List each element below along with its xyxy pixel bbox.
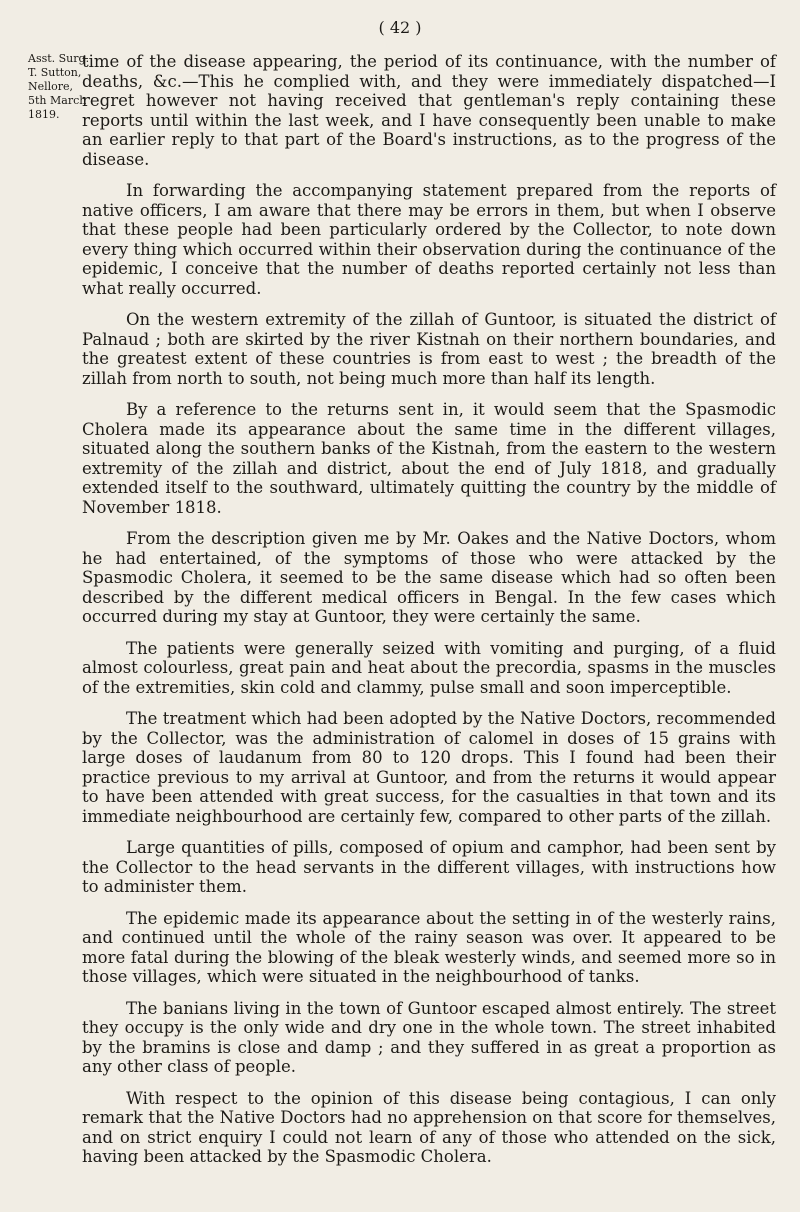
paragraph: With respect to the opinion of this disease being contagious, I can only remark that the Native Doctors had no apprehension on that score for themselves, and on strict enquiry I could not learn of any of those who attended on the sick, having been attacked by the Spasmodic Cholera. xyxy=(82,1088,776,1166)
paragraph: The epidemic made its appearance about the setting in of the westerly rains, and continued until the whole of the rainy season was over. It appeared to be more fatal during the blowing of the bleak westerly winds, and seemed more so in those villages, which were situated in the neighbourhood of tanks. xyxy=(82,908,776,986)
paragraph: By a reference to the returns sent in, it would seem that the Spasmodic Cholera made its appearance about the same time in the different villages, situated along the southern banks of the Kistnah, from the eastern to the western extremity of the zillah and district, about the end of July 1818, and gradually extended itself to the southward, ultimately quitting the country by the middle of November 1818. xyxy=(82,400,776,517)
margin-note-line: T. Sutton, xyxy=(28,66,82,79)
margin-note-line: 1819. xyxy=(28,108,60,121)
margin-note-line: Nellore, xyxy=(28,80,74,93)
document-body xyxy=(82,52,776,1179)
paragraph: On the western extremity of the zillah of Guntoor, is situated the district of Palnaud ; both are skirted by the river Kistnah on their northern boundaries, and the greatest extent of these countries is from east to west ; the breadth of the zillah from north to south, not being much more than half its length. xyxy=(82,310,776,388)
paragraph: The patients were generally seized with vomiting and purging, of a fluid almost colourless, great pain and heat about the precordia, spasms in the muscles of the extremities, skin cold and clammy, pulse small and soon imperceptible. xyxy=(82,638,776,697)
margin-note-line: Asst. Surg. xyxy=(28,52,90,65)
margin-note-line: 5th March xyxy=(28,94,87,107)
paragraph: The treatment which had been adopted by the Native Doctors, recommended by the Collector, was the administration of calomel in doses of 15 grains with large doses of laudanum from 80 to 120 drops. This I found had been their practice previous to my arrival at Guntoor, and from the returns it would appear to have been attended with great success, for the casualties in that town and its immediate neighbourhood are certainly few, compared to other parts of the zillah. xyxy=(82,709,776,826)
paragraph: The banians living in the town of Guntoor escaped almost entirely. The street they occupy is the only wide and dry one in the whole town. The street inhabited by the bramins is close and damp ; and they suffered in as great a proportion as any other class of people. xyxy=(82,998,776,1076)
paragraph: time of the disease appearing, the period of its continuance, with the number of deaths, &c.—This he complied with, and they were immediately dispatched—I regret however not having received that gentleman's reply containing these reports until within the last week, and I have consequently been unable to make an earlier reply to that part of the Board's instructions, as to the progress of the disease. xyxy=(82,52,776,169)
page-number: ( 42 ) xyxy=(378,18,422,37)
paragraph: In forwarding the accompanying statement prepared from the reports of native officers, I am aware that there may be errors in them, but when I observe that these people had been particularly ordered by the Collector, to note down every thing which occurred within their observation during the continuance of the epidemic, I conceive that the number of deaths reported certainly not less than what really occurred. xyxy=(82,181,776,298)
paragraph: From the description given me by Mr. Oakes and the Native Doctors, whom he had entertained, of the symptoms of those who were attacked by the Spasmodic Cholera, it seemed to be the same disease which had so often been described by the different medical officers in Bengal. In the few cases which occurred during my stay at Guntoor, they were certainly the same. xyxy=(82,529,776,626)
paragraph: Large quantities of pills, composed of opium and camphor, had been sent by the Collector to the head servants in the different villages, with instructions how to administer them. xyxy=(82,838,776,896)
